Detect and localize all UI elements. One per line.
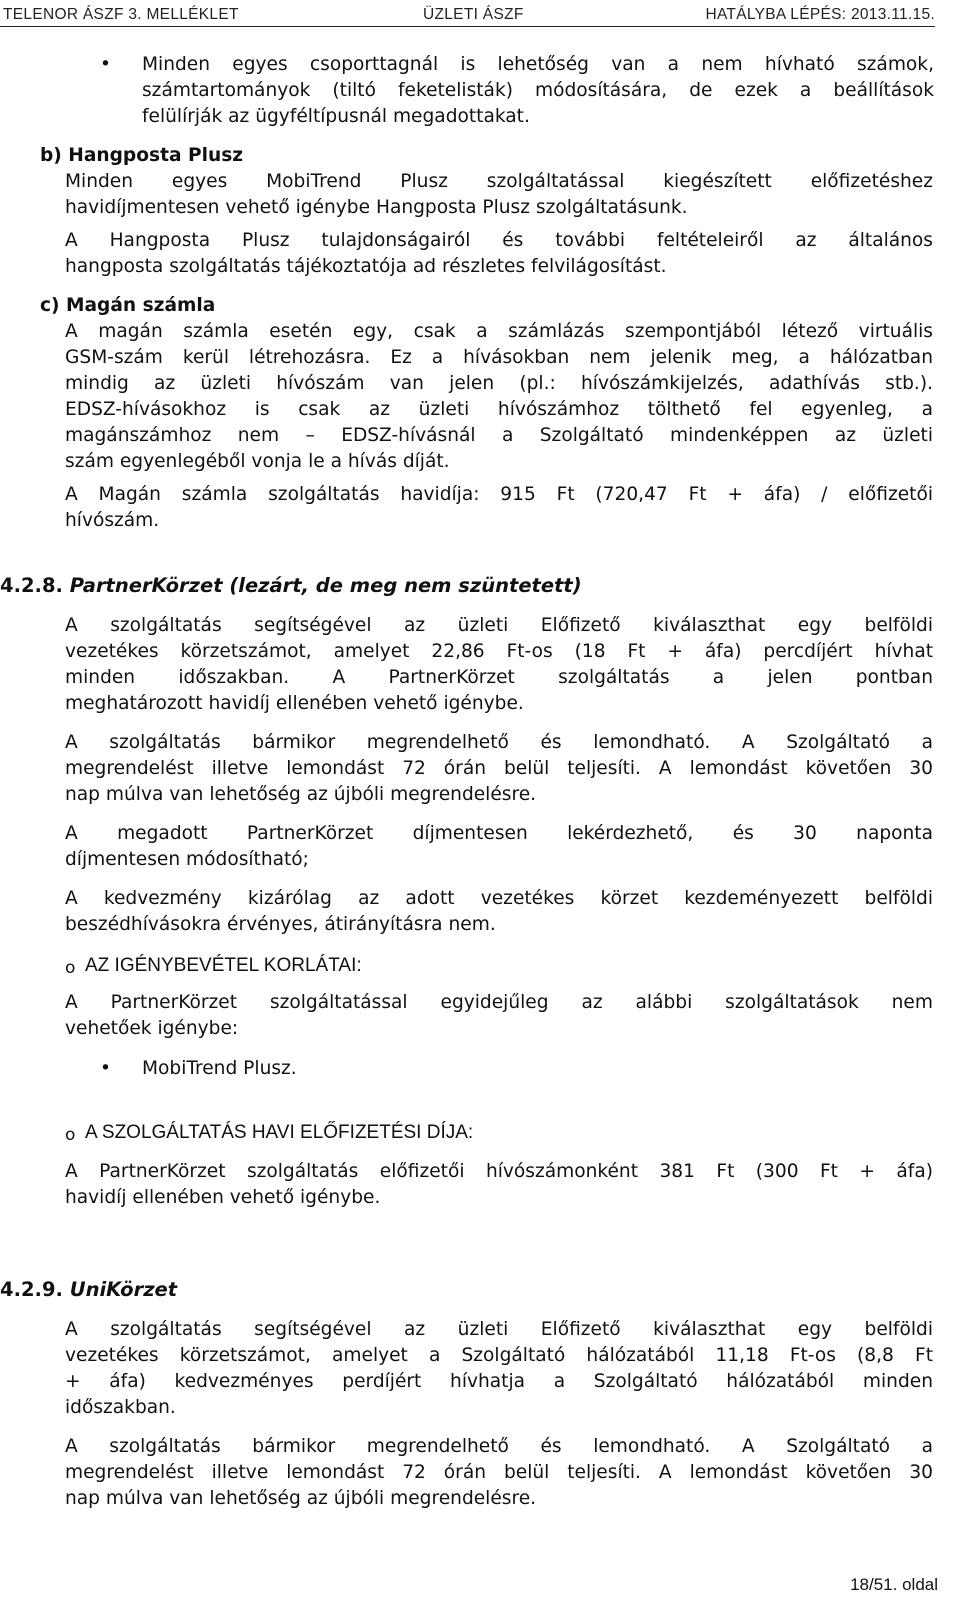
section-c-line1: A magán számla esetén egy, csak a számlázás szempontjából létező virtuális (65, 321, 933, 342)
monthly-fee-line1: A PartnerKörzet szolgáltatás előfizetői hívószámonként 381 Ft (300 Ft + áfa) (65, 1161, 933, 1182)
section-b-p2-line1: A Hangposta Plusz tulajdonságairól és további feltételeiről az általános (65, 230, 933, 251)
s428-p3-line2: díjmentesen módosítható; (65, 849, 309, 870)
page-number: 18/51. oldal (850, 1575, 938, 1594)
s428-p2-line3: nap múlva van lehetőség az újbóli megrendelésre. (65, 784, 537, 805)
o-marker-1: o (65, 958, 76, 978)
s429-p2-line2: megrendelést illetve lemondást 72 órán belül teljesíti. A lemondást követően 30 (65, 1462, 933, 1483)
header-left: TELENOR ÁSZF 3. MELLÉKLET (3, 6, 239, 23)
s428-p4-line2: beszédhívásokra érvényes, átirányításra nem. (65, 914, 496, 935)
s429-p1-line2: vezetékes körzetszámot, amelyet a Szolgáltató hálózatából 11,18 Ft-os (8,8 Ft (65, 1345, 933, 1366)
bullet-marker: • (100, 54, 111, 75)
s428-p4-line1: A kedvezmény kizárólag az adott vezetékes körzet kezdeményezett belföldi (65, 888, 933, 909)
section-c-fee-line2: hívószám. (65, 510, 160, 531)
header-right: HATÁLYBA LÉPÉS: 2013.11.15. (705, 6, 935, 23)
o-marker-2: o (65, 1125, 76, 1145)
s428-p2-line2: megrendelést illetve lemondást 72 órán belül teljesíti. A lemondást követően 30 (65, 758, 933, 779)
bullet-text-line3: felülírják az ügyféltípusnál megadottakat. (142, 106, 530, 127)
section-b-p2-line2: hangposta szolgáltatás tájékoztatója ad részletes felvilágosítást. (65, 256, 667, 277)
section-429-heading (0, 1277, 177, 1303)
limitations-p-line2: vehetőek igénybe: (65, 1018, 239, 1039)
s428-p2-line1: A szolgáltatás bármikor megrendelhető és lemondható. A Szolgáltató a (65, 732, 933, 753)
section-428-title: PartnerKörzet (lezárt, de meg nem szüntetett) (69, 574, 582, 597)
bullet-marker-2: • (100, 1058, 111, 1079)
header-rule (0, 26, 935, 27)
header-center: ÜZLETI ÁSZF (423, 6, 524, 23)
section-c-line2: GSM-szám kerül létrehozásra. Ez a hívásokban nem jelenik meg, a hálózatban (65, 347, 933, 368)
section-c-line4: EDSZ-hívásokhoz is csak az üzleti hívószámhoz tölthető fel egyenleg, a (65, 399, 933, 420)
section-b-title: b) Hangposta Plusz (40, 145, 244, 166)
s428-p1-line1: A szolgáltatás segítségével az üzleti Előfizető kiválaszthat egy belföldi (65, 615, 933, 636)
s429-p1-line1: A szolgáltatás segítségével az üzleti Előfizető kiválaszthat egy belföldi (65, 1319, 933, 1340)
s429-p1-line3: + áfa) kedvezményes perdíjért hívhatja a Szolgáltató hálózatából minden (65, 1371, 933, 1392)
section-c-line5: magánszámhoz nem – EDSZ-hívásnál a Szolgáltató mindenképpen az üzleti (65, 425, 933, 446)
section-c-fee-line1: A Magán számla szolgáltatás havidíja: 915 Ft (720,47 Ft + áfa) / előfizetői (65, 484, 933, 505)
page-header (0, 0, 960, 30)
s428-p1-line4: meghatározott havidíj ellenében vehető igénybe. (65, 693, 524, 714)
section-b-p1-line2: havidíjmentesen vehető igénybe Hangposta Plusz szolgáltatásunk. (65, 197, 688, 218)
section-b-p1-line1: Minden egyes MobiTrend Plusz szolgáltatással kiegészített előfizetéshez (65, 171, 933, 192)
limitations-title: AZ IGÉNYBEVÉTEL KORLÁTAI: (85, 955, 362, 976)
section-429-number: 4.2.9. (0, 1278, 63, 1301)
bullet-text-line1: Minden egyes csoporttagnál is lehetőség van a nem hívható számok, (142, 54, 934, 75)
s428-p1-line3: minden időszakban. A PartnerKörzet szolgáltatás a jelen pontban (65, 667, 933, 688)
limitations-p-line1: A PartnerKörzet szolgáltatással egyidejűleg az alábbi szolgáltatások nem (65, 992, 933, 1013)
section-429-title: UniKörzet (69, 1278, 178, 1301)
section-c-line6: szám egyenlegéből vonja le a hívás díját. (65, 451, 450, 472)
monthly-fee-title: A SZOLGÁLTATÁS HAVI ELŐFIZETÉSI DÍJA: (85, 1122, 474, 1143)
s429-p1-line4: időszakban. (65, 1397, 176, 1418)
section-428-number: 4.2.8. (0, 574, 63, 597)
monthly-fee-line2: havidíj ellenében vehető igénybe. (65, 1187, 381, 1208)
s428-p1-line2: vezetékes körzetszámot, amelyet 22,86 Ft-os (18 Ft + áfa) percdíjért hívhat (65, 641, 933, 662)
section-c-line3: mindig az üzleti hívószám van jelen (pl.: hívószámkijelzés, adathívás stb.). (65, 373, 933, 394)
limitations-bullet: MobiTrend Plusz. (142, 1058, 297, 1079)
s428-p3-line1: A megadott PartnerKörzet díjmentesen lekérdezhető, és 30 naponta (65, 823, 933, 844)
section-428-heading (0, 573, 582, 599)
section-c-title: c) Magán számla (40, 295, 216, 316)
s429-p2-line3: nap múlva van lehetőség az újbóli megrendelésre. (65, 1488, 537, 1509)
s429-p2-line1: A szolgáltatás bármikor megrendelhető és lemondható. A Szolgáltató a (65, 1436, 933, 1457)
bullet-text-line2: számtartományok (tiltó feketelisták) módosítására, de ezek a beállítások (142, 80, 934, 101)
